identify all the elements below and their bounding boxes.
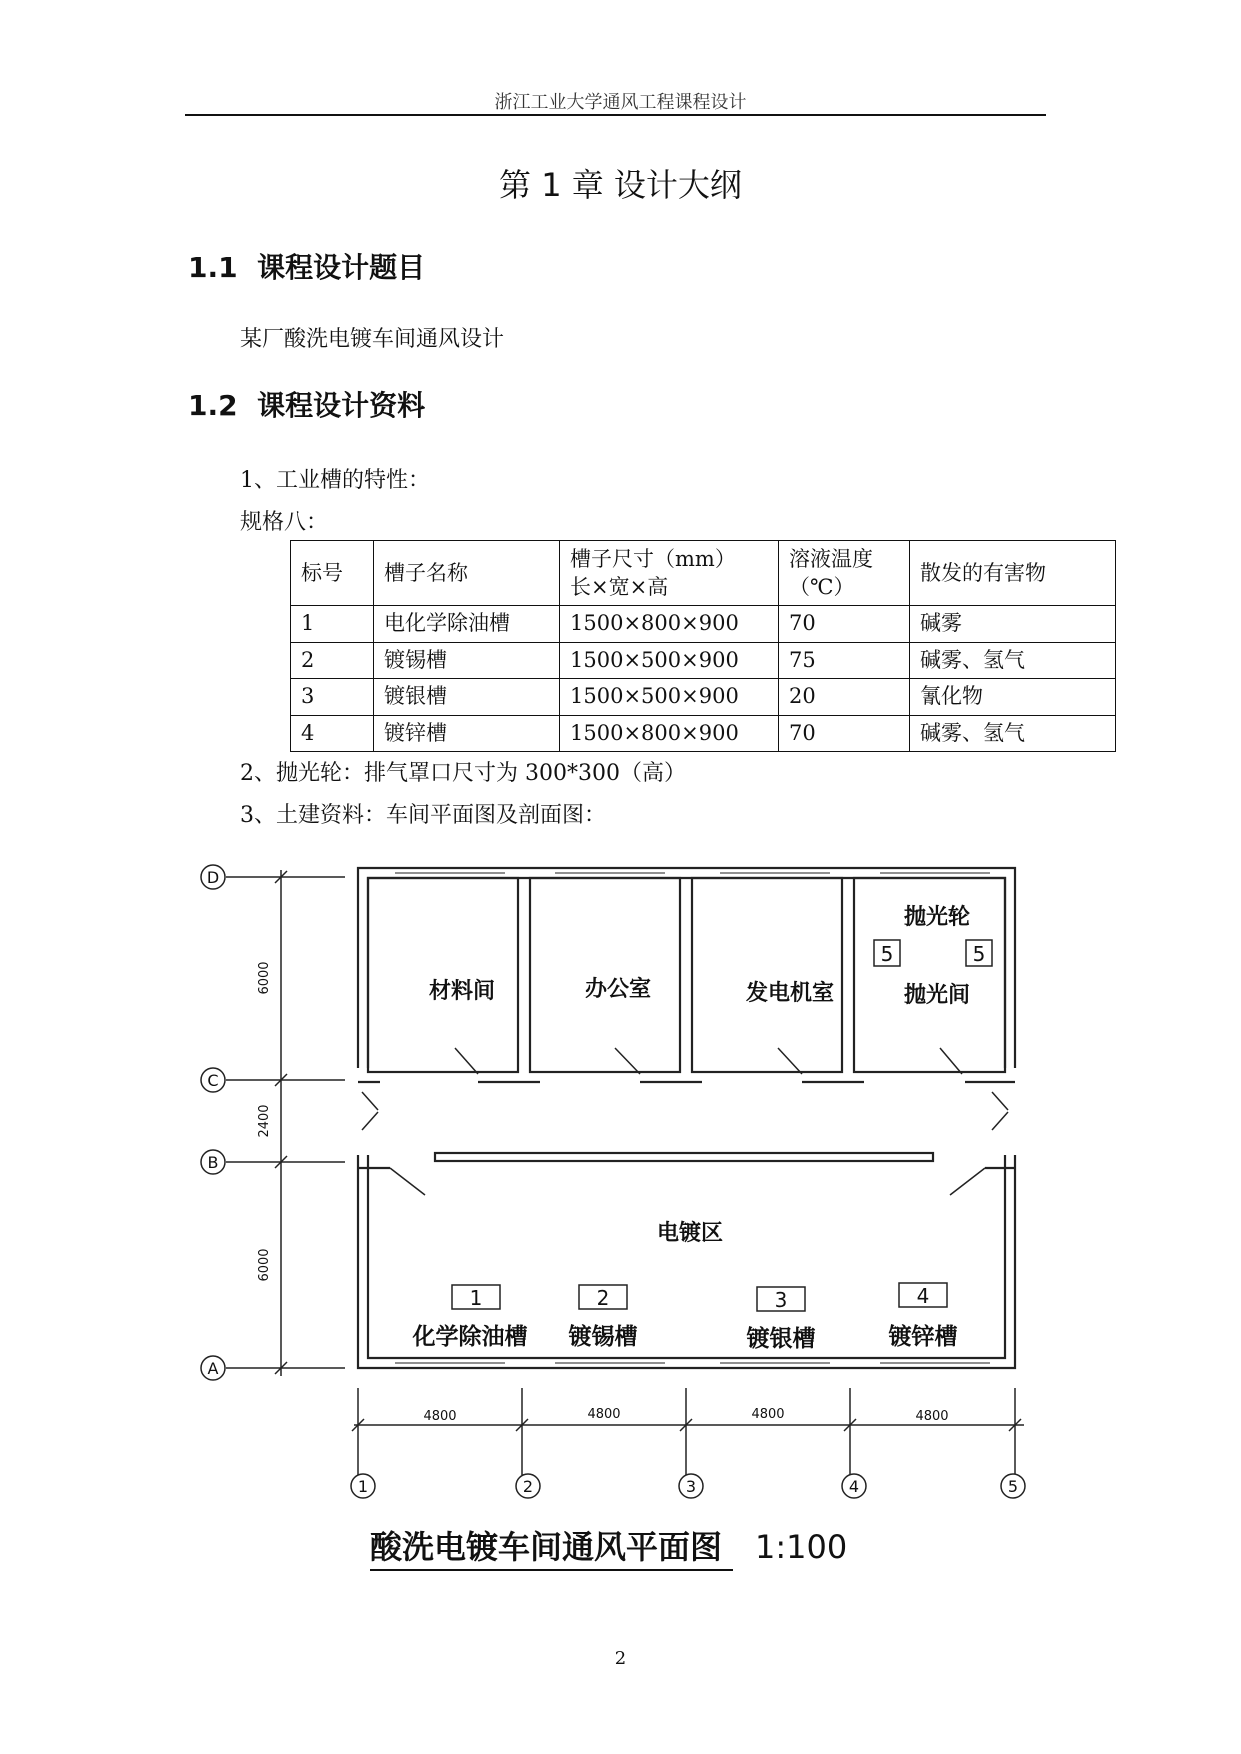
polish-tag-left: 5 bbox=[880, 942, 894, 966]
table-cell: 1500×800×900 bbox=[560, 715, 779, 752]
dim-row-2: 2400 bbox=[257, 1104, 272, 1138]
room-label-materials: 材料间 bbox=[428, 979, 496, 1004]
spec-label: 规格八： bbox=[240, 510, 329, 535]
dim-row-1: 6000 bbox=[257, 961, 272, 995]
table-cell: 1500×800×900 bbox=[560, 606, 779, 643]
axis-label-d: D bbox=[206, 868, 220, 887]
axis-label-b: B bbox=[207, 1153, 219, 1172]
axis-label-a: A bbox=[207, 1359, 219, 1378]
table-cell: 3 bbox=[291, 679, 374, 716]
axis-label-3: 3 bbox=[685, 1477, 697, 1496]
table-cell: 75 bbox=[779, 642, 910, 679]
table-cell: 镀锡槽 bbox=[374, 642, 560, 679]
axis-label-1: 1 bbox=[357, 1477, 369, 1496]
item-3: 3、土建资料：车间平面图及剖面图： bbox=[240, 803, 606, 828]
plan-caption-title: 酸洗电镀车间通风平面图 bbox=[370, 1528, 723, 1566]
section-title: 课程设计题目 bbox=[257, 251, 426, 284]
room-label-office: 办公室 bbox=[584, 977, 652, 1002]
header-line: 溶液温度 bbox=[789, 546, 873, 571]
plating-zone-label: 电镀区 bbox=[656, 1221, 724, 1246]
section-number: 1.2 bbox=[188, 389, 238, 422]
table-cell: 1500×500×900 bbox=[560, 642, 779, 679]
axis-label-c: C bbox=[207, 1071, 219, 1090]
axis-label-4: 4 bbox=[848, 1477, 860, 1496]
table-cell: 电化学除油槽 bbox=[374, 606, 560, 643]
tank-name-1: 化学除油槽 bbox=[412, 1324, 528, 1350]
header-cell: 槽子名称 bbox=[374, 541, 560, 606]
tank-name-3: 镀银槽 bbox=[746, 1326, 816, 1352]
table-cell: 碱雾、氢气 bbox=[910, 715, 1116, 752]
table-cell: 碱雾 bbox=[910, 606, 1116, 643]
table-cell: 镀锌槽 bbox=[374, 715, 560, 752]
table-cell: 1 bbox=[291, 606, 374, 643]
design-topic: 某厂酸洗电镀车间通风设计 bbox=[240, 327, 505, 352]
table-cell: 2 bbox=[291, 642, 374, 679]
header-line: （℃） bbox=[789, 575, 855, 599]
tank-name-4: 镀锌槽 bbox=[888, 1324, 958, 1350]
header-line: 长×宽×高 bbox=[570, 575, 669, 599]
section-number: 1.1 bbox=[188, 251, 238, 284]
room-label-generator: 发电机室 bbox=[745, 981, 835, 1006]
axis-label-2: 2 bbox=[522, 1477, 534, 1496]
dim-col-3: 4800 bbox=[751, 1407, 785, 1422]
tank-tag-1: 1 bbox=[469, 1286, 483, 1310]
header-line: 槽子尺寸（mm） bbox=[570, 546, 736, 571]
running-header: 浙江工业大学通风工程课程设计 bbox=[494, 92, 747, 113]
item-2: 2、抛光轮：排气罩口尺寸为 300*300（高） bbox=[240, 761, 686, 786]
polish-wheel-label: 抛光轮 bbox=[903, 905, 971, 930]
chapter-title: 第 1 章 设计大纲 bbox=[499, 166, 742, 204]
page-number: 2 bbox=[614, 1648, 627, 1669]
axis-label-5: 5 bbox=[1007, 1477, 1019, 1496]
table-cell: 氰化物 bbox=[910, 679, 1116, 716]
table-cell: 20 bbox=[779, 679, 910, 716]
tank-tag-3: 3 bbox=[774, 1288, 788, 1312]
table-cell: 碱雾、氢气 bbox=[910, 642, 1116, 679]
tank-tag-4: 4 bbox=[916, 1284, 930, 1308]
section-title: 课程设计资料 bbox=[257, 389, 426, 422]
room-label-polishing: 抛光间 bbox=[903, 983, 971, 1008]
table-cell: 1500×500×900 bbox=[560, 679, 779, 716]
table-cell: 70 bbox=[779, 606, 910, 643]
dim-col-1: 4800 bbox=[423, 1409, 457, 1424]
table-cell: 镀银槽 bbox=[374, 679, 560, 716]
plan-caption-scale: 1:100 bbox=[755, 1528, 848, 1566]
item-1: 1、工业槽的特性： bbox=[240, 468, 430, 493]
table-cell: 4 bbox=[291, 715, 374, 752]
header-cell: 散发的有害物 bbox=[910, 541, 1116, 606]
dim-col-4: 4800 bbox=[915, 1409, 949, 1424]
tank-name-2: 镀锡槽 bbox=[568, 1324, 638, 1350]
tank-tag-2: 2 bbox=[596, 1286, 610, 1310]
dim-row-3: 6000 bbox=[257, 1248, 272, 1282]
table-cell: 70 bbox=[779, 715, 910, 752]
dim-col-2: 4800 bbox=[587, 1407, 621, 1422]
header-cell: 标号 bbox=[291, 541, 374, 606]
polish-tag-right: 5 bbox=[972, 942, 986, 966]
